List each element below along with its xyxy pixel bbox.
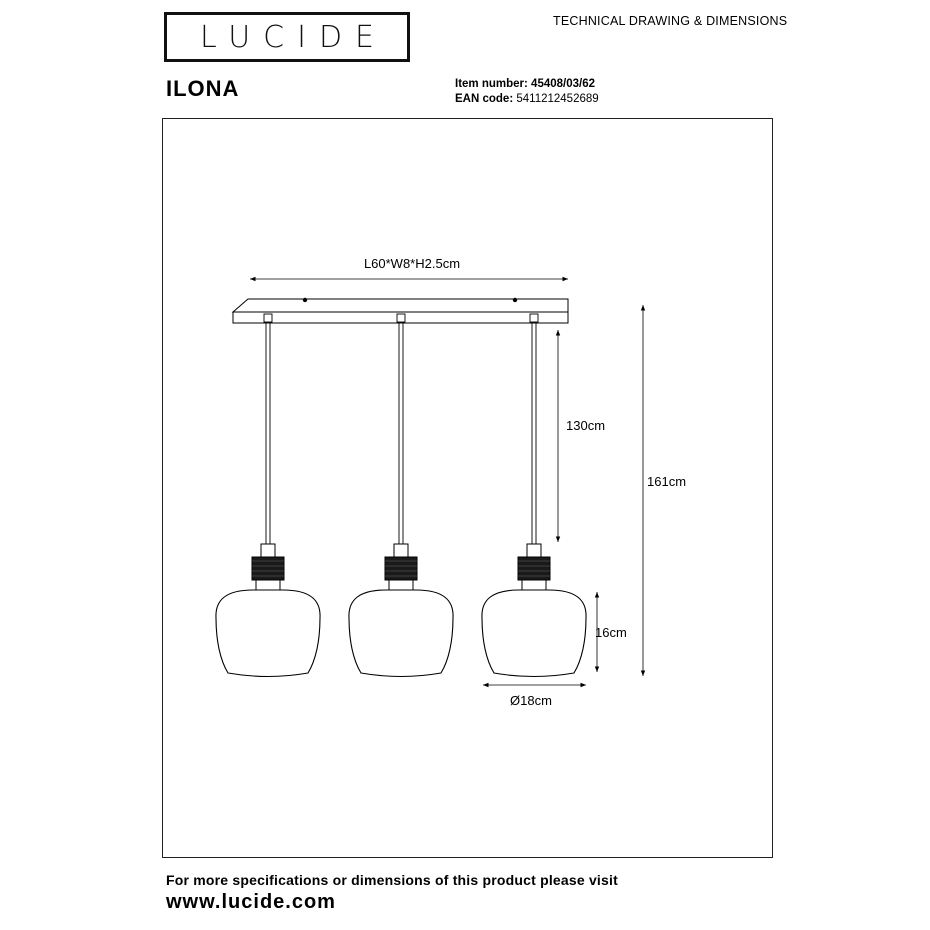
document-type: TECHNICAL DRAWING & DIMENSIONS — [553, 14, 788, 28]
logo-text: LUCIDE — [199, 19, 388, 55]
pendant-3 — [482, 314, 586, 677]
item-number-label: Item number: — [455, 78, 528, 90]
glass-shade — [216, 590, 320, 677]
footer-url[interactable]: www.lucide.com — [166, 891, 336, 913]
item-number-value: 45408/03/62 — [531, 78, 595, 90]
total-height-label: 161cm — [647, 474, 687, 489]
canopy-screw-right — [513, 298, 517, 302]
socket-cap — [527, 544, 541, 557]
canopy-top — [233, 299, 568, 312]
pendant-2 — [349, 314, 453, 677]
socket-cap — [261, 544, 275, 557]
pendants — [216, 314, 586, 677]
ean-label: EAN code: — [455, 93, 514, 105]
cable-grip — [397, 314, 405, 322]
shade-diameter-label: Ø18cm — [510, 693, 552, 708]
footer-specs-text: For more specifications or dimensions of this product please visit — [166, 872, 618, 888]
cable-grip — [264, 314, 272, 322]
shade-neck — [389, 580, 413, 590]
shade-neck — [522, 580, 546, 590]
canopy-screw-left — [303, 298, 307, 302]
ean-value: 5411212452689 — [516, 93, 599, 105]
socket-collar — [385, 557, 417, 580]
shade-height-label: 16cm — [595, 625, 627, 640]
cable-grip — [530, 314, 538, 322]
glass-shade — [482, 590, 586, 677]
cable-length-label: 130cm — [566, 418, 606, 433]
glass-shade — [349, 590, 453, 677]
canopy-dimension-label: L60*W8*H2.5cm — [363, 256, 461, 271]
socket-collar — [252, 557, 284, 580]
socket-cap — [394, 544, 408, 557]
product-name: ILONA — [166, 76, 240, 101]
shade-neck — [256, 580, 280, 590]
pendant-1 — [216, 314, 320, 677]
socket-collar — [518, 557, 550, 580]
